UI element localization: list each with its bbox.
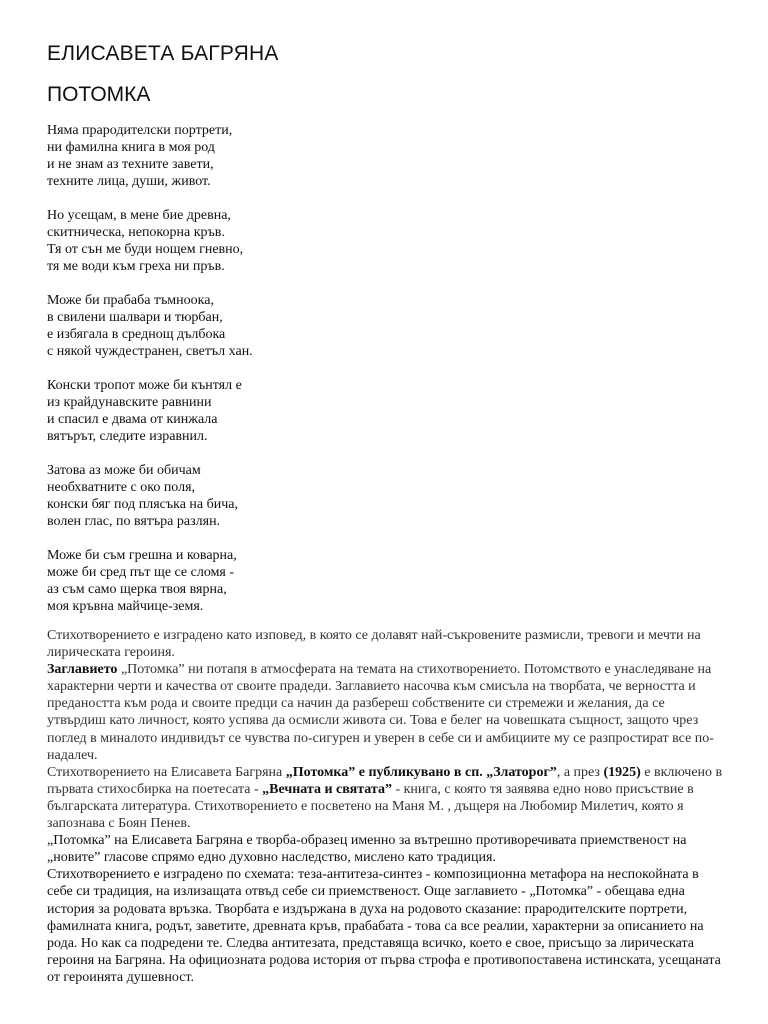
poem-line: моя кръвна майчице-земя. <box>47 599 204 614</box>
publication-year: (1925) <box>603 764 641 780</box>
publication-text-e: - книга, с която тя заявява едно ново присъствие в българската литература. Стихотворението е посветено на Маня М. , дъщеря на Любомир Милетич, която я запознава с Боян Пенев. <box>47 781 694 832</box>
poem-line: тя ме води към греха ни пръв. <box>47 259 225 274</box>
poem-stanza <box>47 122 447 190</box>
poem-line: е избягала в среднощ дълбока <box>47 327 226 342</box>
publication-magazine: „Потомка” е публикувано в сп. „Златорог” <box>285 764 557 780</box>
title-analysis-text: „Потомка” ни потапя в атмосферата на темата на стихотворението. Потомството е унаследяване на характерни черти и качества от своите прадеди. Заглавието насочва към смисъла на творбата, че верността и предаността към рода и своите предци са начин да разбереш собствените си стремежи и желания, да се утвърдиш като личност, която успява да осмисли живота си. Това е белег на човешката същност, защото чрез поглед в миналото индивидът се чувства по-сигурен и уверен в себе си и амбициите му се разпростират все по-надалеч. <box>47 662 714 763</box>
analysis-paragraph-thesis: „Потомка” на Елисавета Багряна е творба-образец именно за вътрешно противоречивата приемственост на „новите” гласове спрямо едно духовно наследство, мислено като традиция. <box>47 833 687 866</box>
poem-line: ни фамилна книга в моя род <box>47 140 215 155</box>
poem-line: Може би съм грешна и коварна, <box>47 548 237 563</box>
poem-line: Конски тропот може би кънтял е <box>47 378 242 393</box>
title-keyword: Заглавието <box>47 662 118 678</box>
poem-line: техните лица, души, живот. <box>47 174 211 189</box>
poem-line: из крайдунавските равнини <box>47 395 212 410</box>
poem-line: Но усещам, в мене бие древна, <box>47 208 231 223</box>
poem-line: в свилени шалвари и тюрбан, <box>47 310 223 325</box>
poem-stanza <box>47 547 447 615</box>
poem-line: Няма прародителски портрети, <box>47 123 233 138</box>
poem-line: Затова аз може би обичам <box>47 463 201 478</box>
poem-line: Може би прабаба тъмноока, <box>47 293 214 308</box>
poem-stanza <box>47 207 447 275</box>
publication-collection: „Вечната и святата” <box>262 781 392 797</box>
poem-line: и не знам аз техните завети, <box>47 157 214 172</box>
poem-line: и спасил е двама от кинжала <box>47 412 218 427</box>
publication-text-c: , а през <box>556 764 604 780</box>
poem-line: с някой чуждестранен, светъл хан. <box>47 344 253 359</box>
poem-line: вятърът, следите изравнил. <box>47 429 208 444</box>
poem-stanza <box>47 377 447 445</box>
analysis-section <box>47 627 725 986</box>
poem-line: волен глас, по вятъра разлян. <box>47 514 221 529</box>
poem-stanza <box>47 462 447 530</box>
poem-line: аз съм само щерка твоя вярна, <box>47 582 227 597</box>
poem-title: ПОТОМКА <box>47 83 151 106</box>
publication-text-d: е включено в първата стихосбирка на поетесата - <box>47 764 723 797</box>
poem-line: конски бяг под плясъка на бича, <box>47 497 239 512</box>
poem-stanza <box>47 292 447 360</box>
publication-text-a: Стихотворението на Елисавета Багряна <box>47 764 286 780</box>
poem-line: необхватните с око поля, <box>47 480 196 495</box>
author-name: ЕЛИСАВЕТА БАГРЯНА <box>47 42 279 65</box>
poem-line: Тя от сън ме буди нощем гневно, <box>47 242 244 257</box>
analysis-paragraph-publication <box>47 764 725 832</box>
poem-line: може би сред път ще се сломя - <box>47 565 235 580</box>
analysis-paragraph-title <box>47 661 725 764</box>
poem-line: скитническа, непокорна кръв. <box>47 225 225 240</box>
analysis-paragraph-intro: Стихотворението е изградено като изповед, в която се долавят най-съкровените размисли, тревоги и мечти на лирическата героиня. <box>47 628 701 661</box>
analysis-paragraph-structure: Стихотворението е изградено по схемата: теза-антитеза-синтез - композиционна метафора на неспокойната в себе си традиция, на излизащата отвъд себе си приемственост. Още заглавието - „Потомка” - обещава една история за родовата връзка. Творбата е издържана в духа на родовото сказание: прародителските портрети, фамилната книга, родът, заветите, древната кръв, прабабата - това са все реалии, характерни за описанието на рода. Но как са подредени те. Следва антитезата, представяща всичко, което е свое, присъщо за лирическата героиня на Багряна. На официозната родова история от първа строфа е противопоставена истинската, усещаната от героинята душевност. <box>47 867 721 985</box>
poem-body <box>47 122 447 632</box>
